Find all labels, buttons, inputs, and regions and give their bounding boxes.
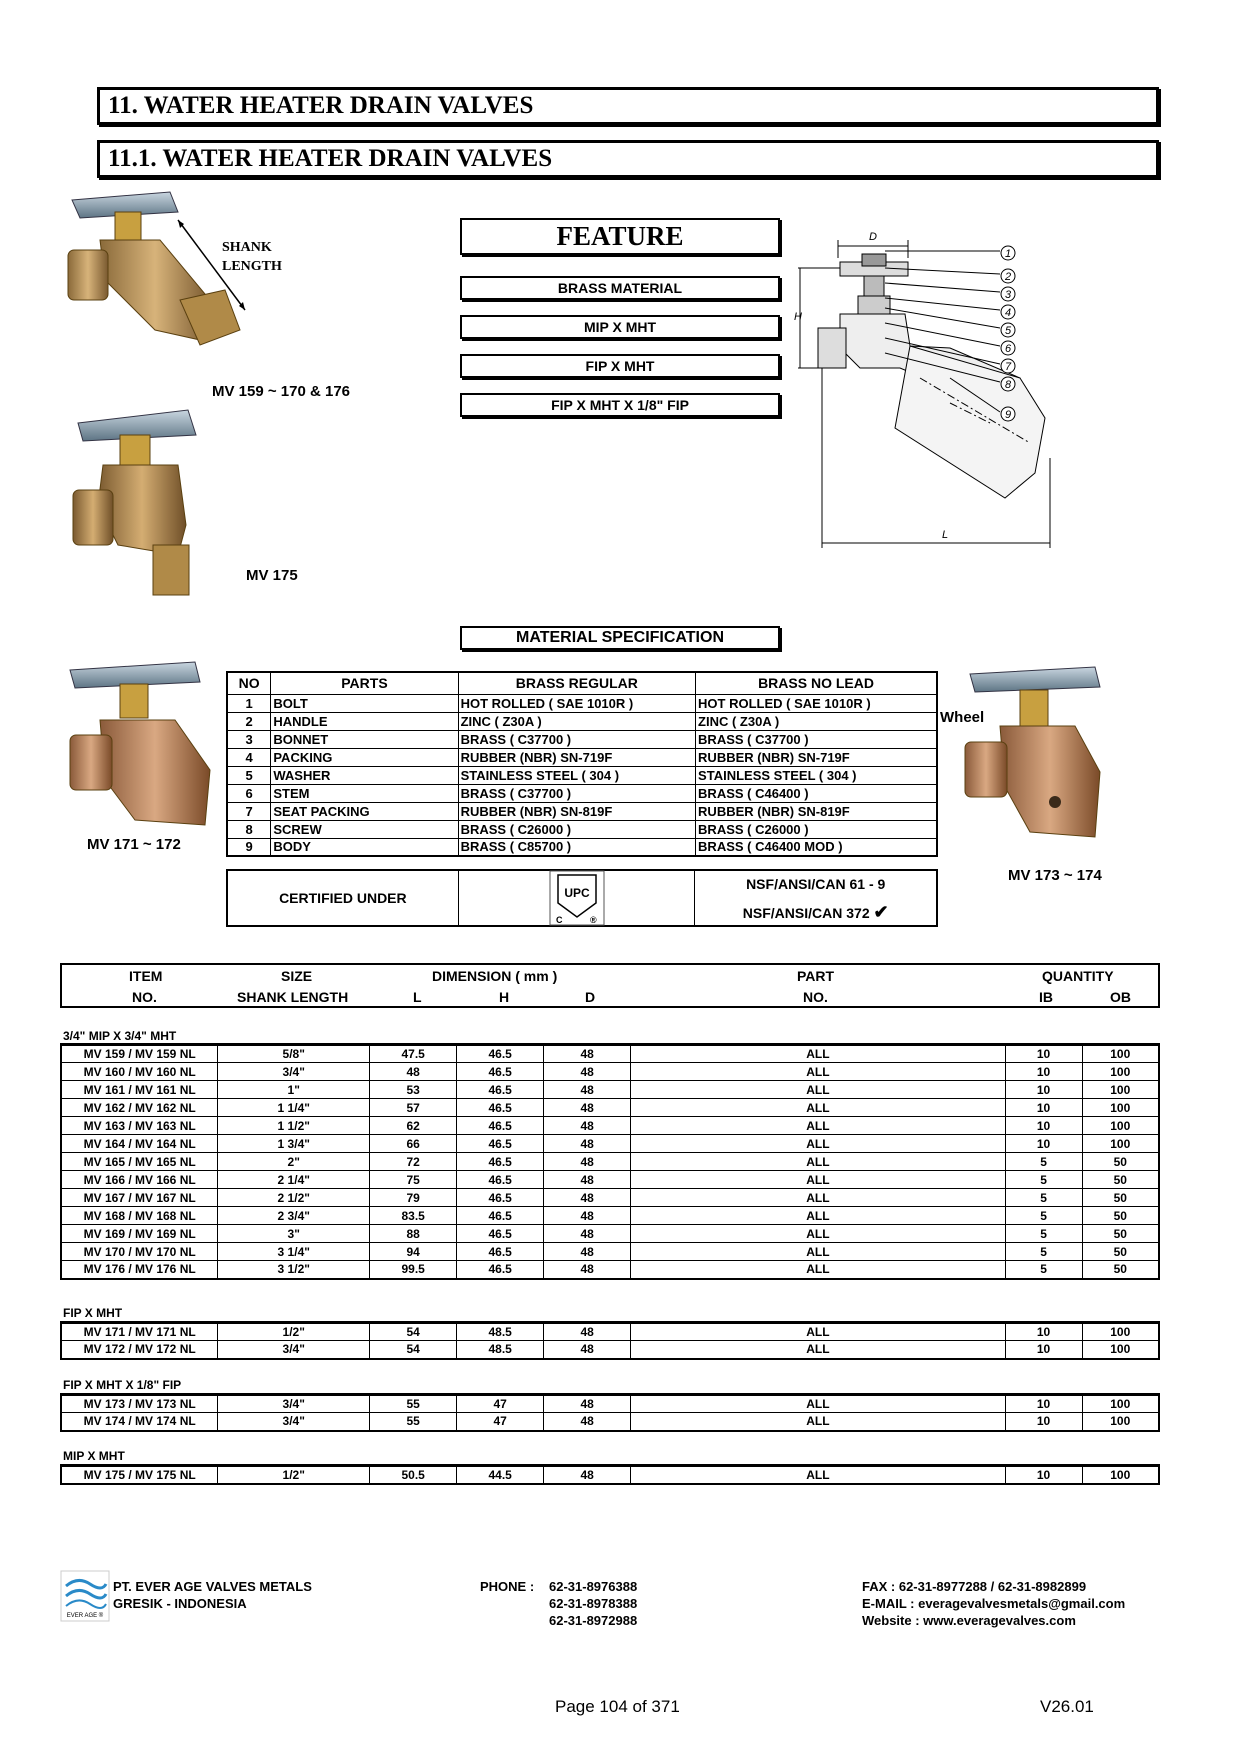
qty-ob: 100: [1082, 1081, 1159, 1099]
shank-length: 3/4": [218, 1395, 370, 1413]
length-label: LENGTH: [222, 259, 282, 274]
qty-ib: 10: [1005, 1117, 1082, 1135]
technical-drawing: [794, 228, 1070, 563]
caption-mv173: MV 173 ~ 174: [1008, 867, 1102, 884]
part-name: HANDLE: [271, 712, 458, 730]
dim-h: 44.5: [457, 1466, 544, 1484]
footer-contact: [862, 1578, 1125, 1629]
shank-length: 3/4": [218, 1063, 370, 1081]
col-brass-regular: BRASS REGULAR: [458, 672, 695, 694]
dim-d: 48: [544, 1171, 631, 1189]
section-header-11-1: 11.1. WATER HEATER DRAIN VALVES: [97, 140, 1159, 178]
footer-company: [113, 1578, 312, 1612]
qty-ob: 100: [1082, 1135, 1159, 1153]
callout-5: 5: [1004, 325, 1012, 337]
part-no: ALL: [631, 1153, 1005, 1171]
part-no: ALL: [631, 1243, 1005, 1261]
qty-ob: 100: [1082, 1117, 1159, 1135]
part-no: 9: [227, 838, 271, 856]
qty-ib: 5: [1005, 1189, 1082, 1207]
part-name: SCREW: [271, 820, 458, 838]
material-row: [227, 694, 937, 712]
dim-h: 47: [457, 1413, 544, 1431]
dim-l: 88: [370, 1225, 457, 1243]
footer-phone-label: PHONE :: [480, 1579, 535, 1594]
qty-ib: 10: [1005, 1413, 1082, 1431]
part-name: BOLT: [271, 694, 458, 712]
table-row: [61, 1341, 1159, 1359]
qty-ob: 50: [1082, 1207, 1159, 1225]
logo-text: EVER AGE ®: [66, 1613, 104, 1619]
dim-h: 46.5: [457, 1081, 544, 1099]
hdr-item: ITEM: [129, 968, 163, 984]
material-table: [226, 671, 938, 857]
part-no: 1: [227, 694, 271, 712]
material-row: [227, 748, 937, 766]
callout-9: 9: [1004, 409, 1012, 421]
qty-ib: 5: [1005, 1207, 1082, 1225]
part-no: ALL: [631, 1466, 1005, 1484]
hdr-item-no: NO.: [132, 989, 157, 1005]
hdr-dimension: DIMENSION ( mm ): [432, 968, 558, 984]
table-row: [61, 1395, 1159, 1413]
phone-3: 62-31-8972988: [549, 1613, 638, 1628]
item-no: MV 165 / MV 165 NL: [61, 1153, 218, 1171]
feature-item-fip-mht: FIP X MHT: [460, 354, 780, 378]
qty-ob: 50: [1082, 1243, 1159, 1261]
callout-3: 3: [1004, 289, 1012, 301]
dim-h: 46.5: [457, 1261, 544, 1279]
qty-ob: 100: [1082, 1063, 1159, 1081]
item-no: MV 172 / MV 172 NL: [61, 1341, 218, 1359]
col-brass-no-lead: BRASS NO LEAD: [696, 672, 937, 694]
shank-length: 3/4": [218, 1341, 370, 1359]
qty-ib: 10: [1005, 1063, 1082, 1081]
table-row: [61, 1081, 1159, 1099]
item-no: MV 167 / MV 167 NL: [61, 1189, 218, 1207]
part-no: ALL: [631, 1225, 1005, 1243]
dim-d: 48: [544, 1045, 631, 1063]
shank-length: 2 1/2": [218, 1189, 370, 1207]
brass-no-lead: ZINC ( Z30A ): [696, 712, 937, 730]
item-no: MV 168 / MV 168 NL: [61, 1207, 218, 1225]
brass-no-lead: BRASS ( C46400 ): [696, 784, 937, 802]
hdr-part-no: NO.: [803, 989, 828, 1005]
col-no: NO: [227, 672, 271, 694]
dim-d: 48: [544, 1395, 631, 1413]
dim-l: 57: [370, 1099, 457, 1117]
table-row: [61, 1099, 1159, 1117]
qty-ob: 100: [1082, 1045, 1159, 1063]
material-row: [227, 730, 937, 748]
part-name: STEM: [271, 784, 458, 802]
valve-image-mv173: [960, 662, 1110, 842]
company-location: GRESIK - INDONESIA: [113, 1596, 247, 1611]
shank-length: 2 3/4": [218, 1207, 370, 1225]
svg-text:UPC: UPC: [563, 886, 590, 900]
dim-d: 48: [544, 1466, 631, 1484]
dim-l: 53: [370, 1081, 457, 1099]
dim-d-label: D: [869, 231, 877, 243]
part-no: ALL: [631, 1395, 1005, 1413]
hdr-size: SIZE: [281, 968, 313, 984]
brass-regular: ZINC ( Z30A ): [458, 712, 695, 730]
part-no: ALL: [631, 1413, 1005, 1431]
qty-ib: 10: [1005, 1135, 1082, 1153]
dim-l: 66: [370, 1135, 457, 1153]
upc-logo: [546, 869, 608, 927]
caption-mv171: MV 171 ~ 172: [87, 836, 181, 853]
table-row: [61, 1323, 1159, 1341]
item-no: MV 162 / MV 162 NL: [61, 1099, 218, 1117]
valve-image-mv171: [65, 660, 215, 830]
feature-title: FEATURE: [460, 218, 780, 255]
part-name: BODY: [271, 838, 458, 856]
brass-no-lead: HOT ROLLED ( SAE 1010R ): [696, 694, 937, 712]
dim-h: 46.5: [457, 1243, 544, 1261]
shank-length: 3 1/4": [218, 1243, 370, 1261]
email[interactable]: E-MAIL : everagevalvesmetals@gmail.com: [862, 1596, 1126, 1611]
dim-h: 46.5: [457, 1189, 544, 1207]
brass-regular: BRASS ( C85700 ): [458, 838, 695, 856]
table-row: [61, 1117, 1159, 1135]
product-table-header: [60, 963, 1160, 1008]
phone-1: 62-31-8976388: [549, 1579, 638, 1594]
dim-d: 48: [544, 1207, 631, 1225]
part-no: ALL: [631, 1189, 1005, 1207]
qty-ib: 10: [1005, 1099, 1082, 1117]
product-table-section-3: [60, 1464, 1160, 1485]
dim-h: 46.5: [457, 1099, 544, 1117]
dim-d: 48: [544, 1153, 631, 1171]
dim-l: 83.5: [370, 1207, 457, 1225]
qty-ob: 50: [1082, 1153, 1159, 1171]
dim-l: 48: [370, 1063, 457, 1081]
qty-ob: 100: [1082, 1413, 1159, 1431]
callout-8: 8: [1004, 379, 1012, 391]
table-row: [61, 1466, 1159, 1484]
page-number: Page 104 of 371: [555, 1697, 680, 1716]
nsf-61: NSF/ANSI/CAN 61 - 9: [746, 875, 886, 892]
callout-1: 1: [1004, 248, 1012, 260]
part-no: 5: [227, 766, 271, 784]
part-no: ALL: [631, 1171, 1005, 1189]
valve-image-mv175: [68, 405, 238, 610]
part-no: 4: [227, 748, 271, 766]
dim-l: 75: [370, 1171, 457, 1189]
dim-d: 48: [544, 1243, 631, 1261]
dim-h: 46.5: [457, 1045, 544, 1063]
qty-ob: 100: [1082, 1395, 1159, 1413]
dim-l: 72: [370, 1153, 457, 1171]
phone-2: 62-31-8978388: [549, 1596, 638, 1611]
dim-l: 54: [370, 1323, 457, 1341]
dim-d: 48: [544, 1341, 631, 1359]
callout-7: 7: [1004, 361, 1012, 373]
shank-length: 1/2": [218, 1323, 370, 1341]
feature-item-mip-mht: MIP X MHT: [460, 315, 780, 339]
qty-ib: 10: [1005, 1395, 1082, 1413]
dim-h: 48.5: [457, 1323, 544, 1341]
item-no: MV 159 / MV 159 NL: [61, 1045, 218, 1063]
qty-ib: 10: [1005, 1323, 1082, 1341]
qty-ob: 100: [1082, 1323, 1159, 1341]
qty-ib: 10: [1005, 1081, 1082, 1099]
svg-text:C: C: [555, 915, 563, 925]
part-name: SEAT PACKING: [271, 802, 458, 820]
part-no: 6: [227, 784, 271, 802]
table-row: [61, 1207, 1159, 1225]
callout-4: 4: [1004, 307, 1012, 319]
dim-l: 99.5: [370, 1261, 457, 1279]
qty-ib: 10: [1005, 1466, 1082, 1484]
part-name: PACKING: [271, 748, 458, 766]
dim-h: 48.5: [457, 1341, 544, 1359]
brass-regular: HOT ROLLED ( SAE 1010R ): [458, 694, 695, 712]
fax: FAX : 62-31-8977288 / 62-31-8982899: [862, 1579, 1087, 1594]
dim-d: 48: [544, 1063, 631, 1081]
part-no: ALL: [631, 1261, 1005, 1279]
part-no: ALL: [631, 1045, 1005, 1063]
table-row: [61, 1225, 1159, 1243]
shank-length: 1 3/4": [218, 1135, 370, 1153]
dim-l: 55: [370, 1413, 457, 1431]
shank-length: 1 1/2": [218, 1117, 370, 1135]
item-no: MV 171 / MV 171 NL: [61, 1323, 218, 1341]
section-title-mip-mht-3-4: 3/4" MIP X 3/4" MHT: [63, 1029, 177, 1043]
hdr-quantity: QUANTITY: [1042, 968, 1114, 984]
table-row: [61, 1189, 1159, 1207]
product-table-section-1: [60, 1321, 1160, 1360]
item-no: MV 175 / MV 175 NL: [61, 1466, 218, 1484]
dim-l: 55: [370, 1395, 457, 1413]
part-no: 7: [227, 802, 271, 820]
dim-h: 46.5: [457, 1171, 544, 1189]
dim-l: 47.5: [370, 1045, 457, 1063]
caption-mv159: MV 159 ~ 170 & 176: [212, 383, 351, 400]
dim-d: 48: [544, 1117, 631, 1135]
shank-length: 5/8": [218, 1045, 370, 1063]
qty-ob: 100: [1082, 1466, 1159, 1484]
dim-d: 48: [544, 1261, 631, 1279]
material-spec-title: MATERIAL SPECIFICATION: [460, 626, 780, 650]
shank-length: 3/4": [218, 1413, 370, 1431]
part-no: ALL: [631, 1099, 1005, 1117]
brass-no-lead: RUBBER (NBR) SN-719F: [696, 748, 937, 766]
qty-ib: 5: [1005, 1171, 1082, 1189]
table-row: [61, 1413, 1159, 1431]
item-no: MV 164 / MV 164 NL: [61, 1135, 218, 1153]
hdr-ob: OB: [1110, 989, 1131, 1005]
material-row: [227, 784, 937, 802]
item-no: MV 166 / MV 166 NL: [61, 1171, 218, 1189]
version: V26.01: [1040, 1697, 1094, 1716]
valve-image-mv159: [60, 190, 270, 370]
table-row: [61, 1261, 1159, 1279]
svg-text:®: ®: [589, 915, 597, 925]
material-row: [227, 820, 937, 838]
feature-item-fip-mht-fip: FIP X MHT X 1/8" FIP: [460, 393, 780, 417]
dim-h: 46.5: [457, 1153, 544, 1171]
caption-mv175: MV 175: [246, 567, 298, 584]
section-title-mip-mht: MIP X MHT: [63, 1449, 125, 1463]
dim-d: 48: [544, 1099, 631, 1117]
shank-length: 2 1/4": [218, 1171, 370, 1189]
part-name: BONNET: [271, 730, 458, 748]
table-row: [61, 1153, 1159, 1171]
material-row: [227, 802, 937, 820]
shank-length: 3 1/2": [218, 1261, 370, 1279]
brass-regular: BRASS ( C37700 ): [458, 730, 695, 748]
brass-no-lead: BRASS ( C46400 MOD ): [696, 838, 937, 856]
material-row: [227, 712, 937, 730]
brass-no-lead: BRASS ( C26000 ): [696, 820, 937, 838]
dim-h-label: H: [794, 311, 802, 323]
website[interactable]: Website : www.everagevalves.com: [862, 1613, 1076, 1628]
dim-h: 46.5: [457, 1063, 544, 1081]
dim-l: 79: [370, 1189, 457, 1207]
part-no: ALL: [631, 1081, 1005, 1099]
qty-ib: 10: [1005, 1045, 1082, 1063]
callout-2: 2: [1004, 271, 1012, 283]
dim-d: 48: [544, 1189, 631, 1207]
brass-regular: RUBBER (NBR) SN-819F: [458, 802, 695, 820]
dim-l: 50.5: [370, 1466, 457, 1484]
dim-h: 46.5: [457, 1225, 544, 1243]
qty-ob: 50: [1082, 1171, 1159, 1189]
table-row: [61, 1045, 1159, 1063]
item-no: MV 161 / MV 161 NL: [61, 1081, 218, 1099]
qty-ob: 100: [1082, 1099, 1159, 1117]
qty-ib: 10: [1005, 1341, 1082, 1359]
brass-regular: RUBBER (NBR) SN-719F: [458, 748, 695, 766]
shank-length: 1/2": [218, 1466, 370, 1484]
brass-no-lead: RUBBER (NBR) SN-819F: [696, 802, 937, 820]
item-no: MV 160 / MV 160 NL: [61, 1063, 218, 1081]
part-no: 3: [227, 730, 271, 748]
section-title-fip-mht-fip: FIP X MHT X 1/8" FIP: [63, 1378, 182, 1392]
brass-regular: BRASS ( C37700 ): [458, 784, 695, 802]
check-seal-icon: ✔: [873, 901, 889, 922]
part-name: WASHER: [271, 766, 458, 784]
part-no: 8: [227, 820, 271, 838]
feature-item-brass: BRASS MATERIAL: [460, 276, 780, 300]
hdr-part: PART: [797, 968, 835, 984]
hdr-d: D: [585, 989, 596, 1005]
hdr-l: L: [413, 989, 422, 1005]
shank-length: 1": [218, 1081, 370, 1099]
dim-d: 48: [544, 1225, 631, 1243]
item-no: MV 174 / MV 174 NL: [61, 1413, 218, 1431]
dim-d: 48: [544, 1323, 631, 1341]
qty-ob: 100: [1082, 1341, 1159, 1359]
item-no: MV 169 / MV 169 NL: [61, 1225, 218, 1243]
product-table-section-0: [60, 1043, 1160, 1280]
dim-d: 48: [544, 1081, 631, 1099]
material-row: [227, 766, 937, 784]
item-no: MV 163 / MV 163 NL: [61, 1117, 218, 1135]
dim-d: 48: [544, 1413, 631, 1431]
table-row: [61, 1135, 1159, 1153]
dim-h: 46.5: [457, 1207, 544, 1225]
shank-length: 1 1/4": [218, 1099, 370, 1117]
footer-phones: [549, 1578, 637, 1629]
brass-regular: STAINLESS STEEL ( 304 ): [458, 766, 695, 784]
table-row: [61, 1171, 1159, 1189]
shank-length: 2": [218, 1153, 370, 1171]
table-row: [61, 1243, 1159, 1261]
product-table-section-2: [60, 1393, 1160, 1432]
part-no: ALL: [631, 1341, 1005, 1359]
part-no: ALL: [631, 1207, 1005, 1225]
dim-l-label: L: [941, 529, 949, 541]
qty-ib: 5: [1005, 1243, 1082, 1261]
company-name: PT. EVER AGE VALVES METALS: [113, 1579, 312, 1594]
dim-h: 47: [457, 1395, 544, 1413]
item-no: MV 170 / MV 170 NL: [61, 1243, 218, 1261]
brass-regular: BRASS ( C26000 ): [458, 820, 695, 838]
callout-6: 6: [1004, 343, 1012, 355]
qty-ob: 50: [1082, 1225, 1159, 1243]
section-header-11: 11. WATER HEATER DRAIN VALVES: [97, 87, 1159, 125]
dim-h: 46.5: [457, 1135, 544, 1153]
certified-label: CERTIFIED UNDER: [228, 871, 459, 925]
company-logo: [60, 1570, 110, 1622]
brass-no-lead: BRASS ( C37700 ): [696, 730, 937, 748]
part-no: ALL: [631, 1135, 1005, 1153]
part-no: ALL: [631, 1117, 1005, 1135]
dim-l: 62: [370, 1117, 457, 1135]
hdr-shank: SHANK LENGTH: [237, 989, 349, 1005]
qty-ib: 5: [1005, 1261, 1082, 1279]
table-row: [61, 1063, 1159, 1081]
section-title-fip-mht: FIP X MHT: [63, 1306, 123, 1320]
shank-length: 3": [218, 1225, 370, 1243]
dim-d: 48: [544, 1135, 631, 1153]
part-no: 2: [227, 712, 271, 730]
qty-ib: 5: [1005, 1153, 1082, 1171]
wheel-label: Wheel: [940, 709, 985, 726]
qty-ob: 50: [1082, 1189, 1159, 1207]
shank-label: SHANK: [222, 240, 272, 255]
nsf-372: NSF/ANSI/CAN 372 ✔: [742, 901, 889, 922]
part-no: ALL: [631, 1323, 1005, 1341]
brass-no-lead: STAINLESS STEEL ( 304 ): [696, 766, 937, 784]
material-row: [227, 838, 937, 856]
dim-h: 46.5: [457, 1117, 544, 1135]
hdr-h: H: [499, 989, 510, 1005]
item-no: MV 173 / MV 173 NL: [61, 1395, 218, 1413]
qty-ib: 5: [1005, 1225, 1082, 1243]
col-parts: PARTS: [271, 672, 458, 694]
certification-row: [226, 869, 938, 927]
qty-ob: 50: [1082, 1261, 1159, 1279]
item-no: MV 176 / MV 176 NL: [61, 1261, 218, 1279]
dim-l: 54: [370, 1341, 457, 1359]
part-no: ALL: [631, 1063, 1005, 1081]
dim-l: 94: [370, 1243, 457, 1261]
hdr-ib: IB: [1039, 989, 1053, 1005]
